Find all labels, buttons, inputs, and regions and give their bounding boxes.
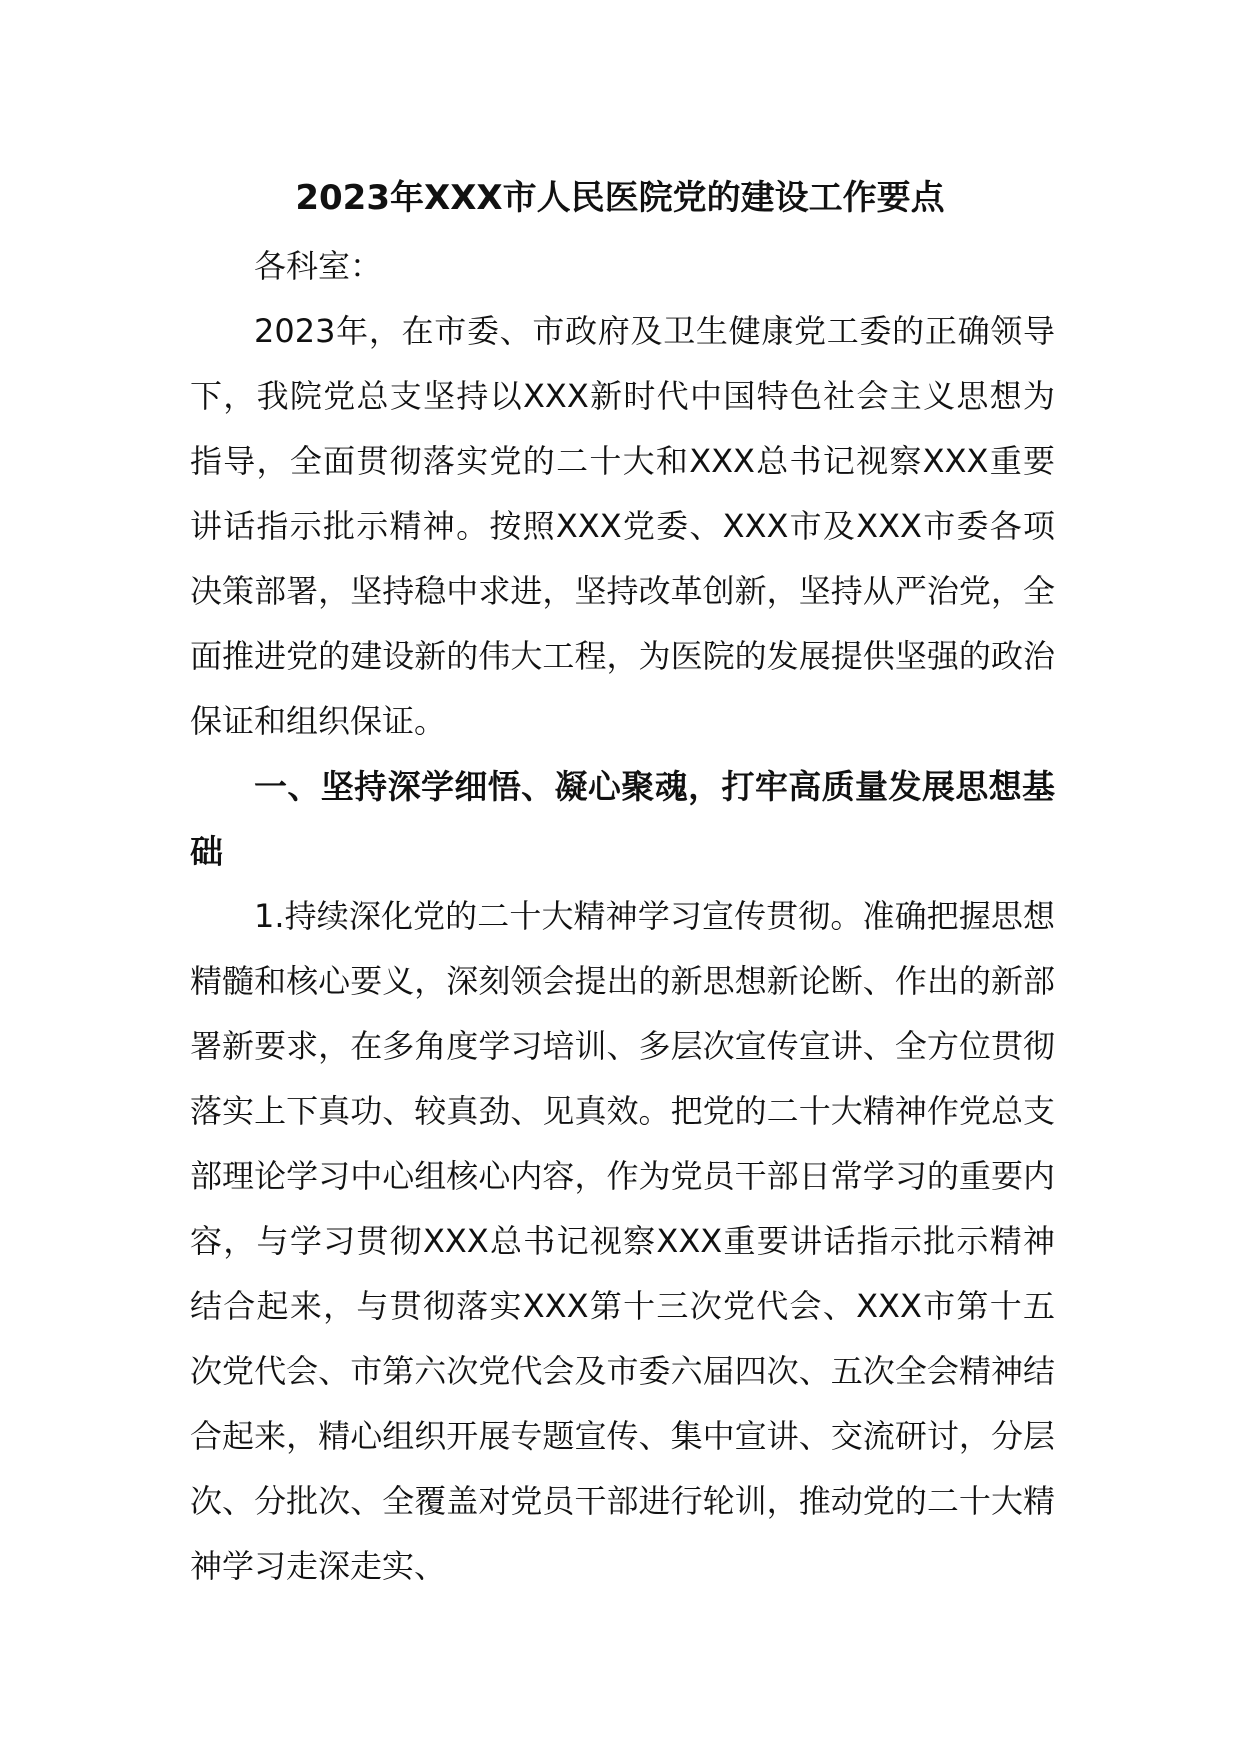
- section-heading: 一、坚持深学细悟、凝心聚魂，打牢高质量发展思想基础: [190, 767, 1055, 871]
- intro-paragraph: 2023年，在市委、市政府及卫生健康党工委的正确领导下，我院党总支坚持以XXX新时代中国特色社会主义思想为指导，全面贯彻落实党的二十大和XXX总书记视察XXX重要讲话指示批示精神。按照XXX党委、XXX市及XXX市委各项决策部署，坚持稳中求进，坚持改革创新，坚持从严治党，全面推进党的建设新的伟大工程，为医院的发展提供坚强的政治保证和组织保证。: [190, 312, 1055, 740]
- document-title: 2023年XXX市人民医院党的建设工作要点: [295, 178, 945, 218]
- item-paragraph: 1.持续深化党的二十大精神学习宣传贯彻。准确把握思想精髓和核心要义，深刻领会提出的新思想新论断、作出的新部署新要求，在多角度学习培训、多层次宣传宣讲、全方位贯彻落实上下真功、较真劲、见真效。把党的二十大精神作党总支部理论学习中心组核心内容，作为党员干部日常学习的重要内容，与学习贯彻XXX总书记视察XXX重要讲话指示批示精神结合起来，与贯彻落实XXX第十三次党代会、XXX市第十五次党代会、市第六次党代会及市委六届四次、五次全会精神结合起来，精心组织开展专题宣传、集中宣讲、交流研讨，分层次、分批次、全覆盖对党员干部进行轮训，推动党的二十大精神学习走深走实、: [190, 897, 1055, 1585]
- salutation: 各科室：: [254, 247, 383, 285]
